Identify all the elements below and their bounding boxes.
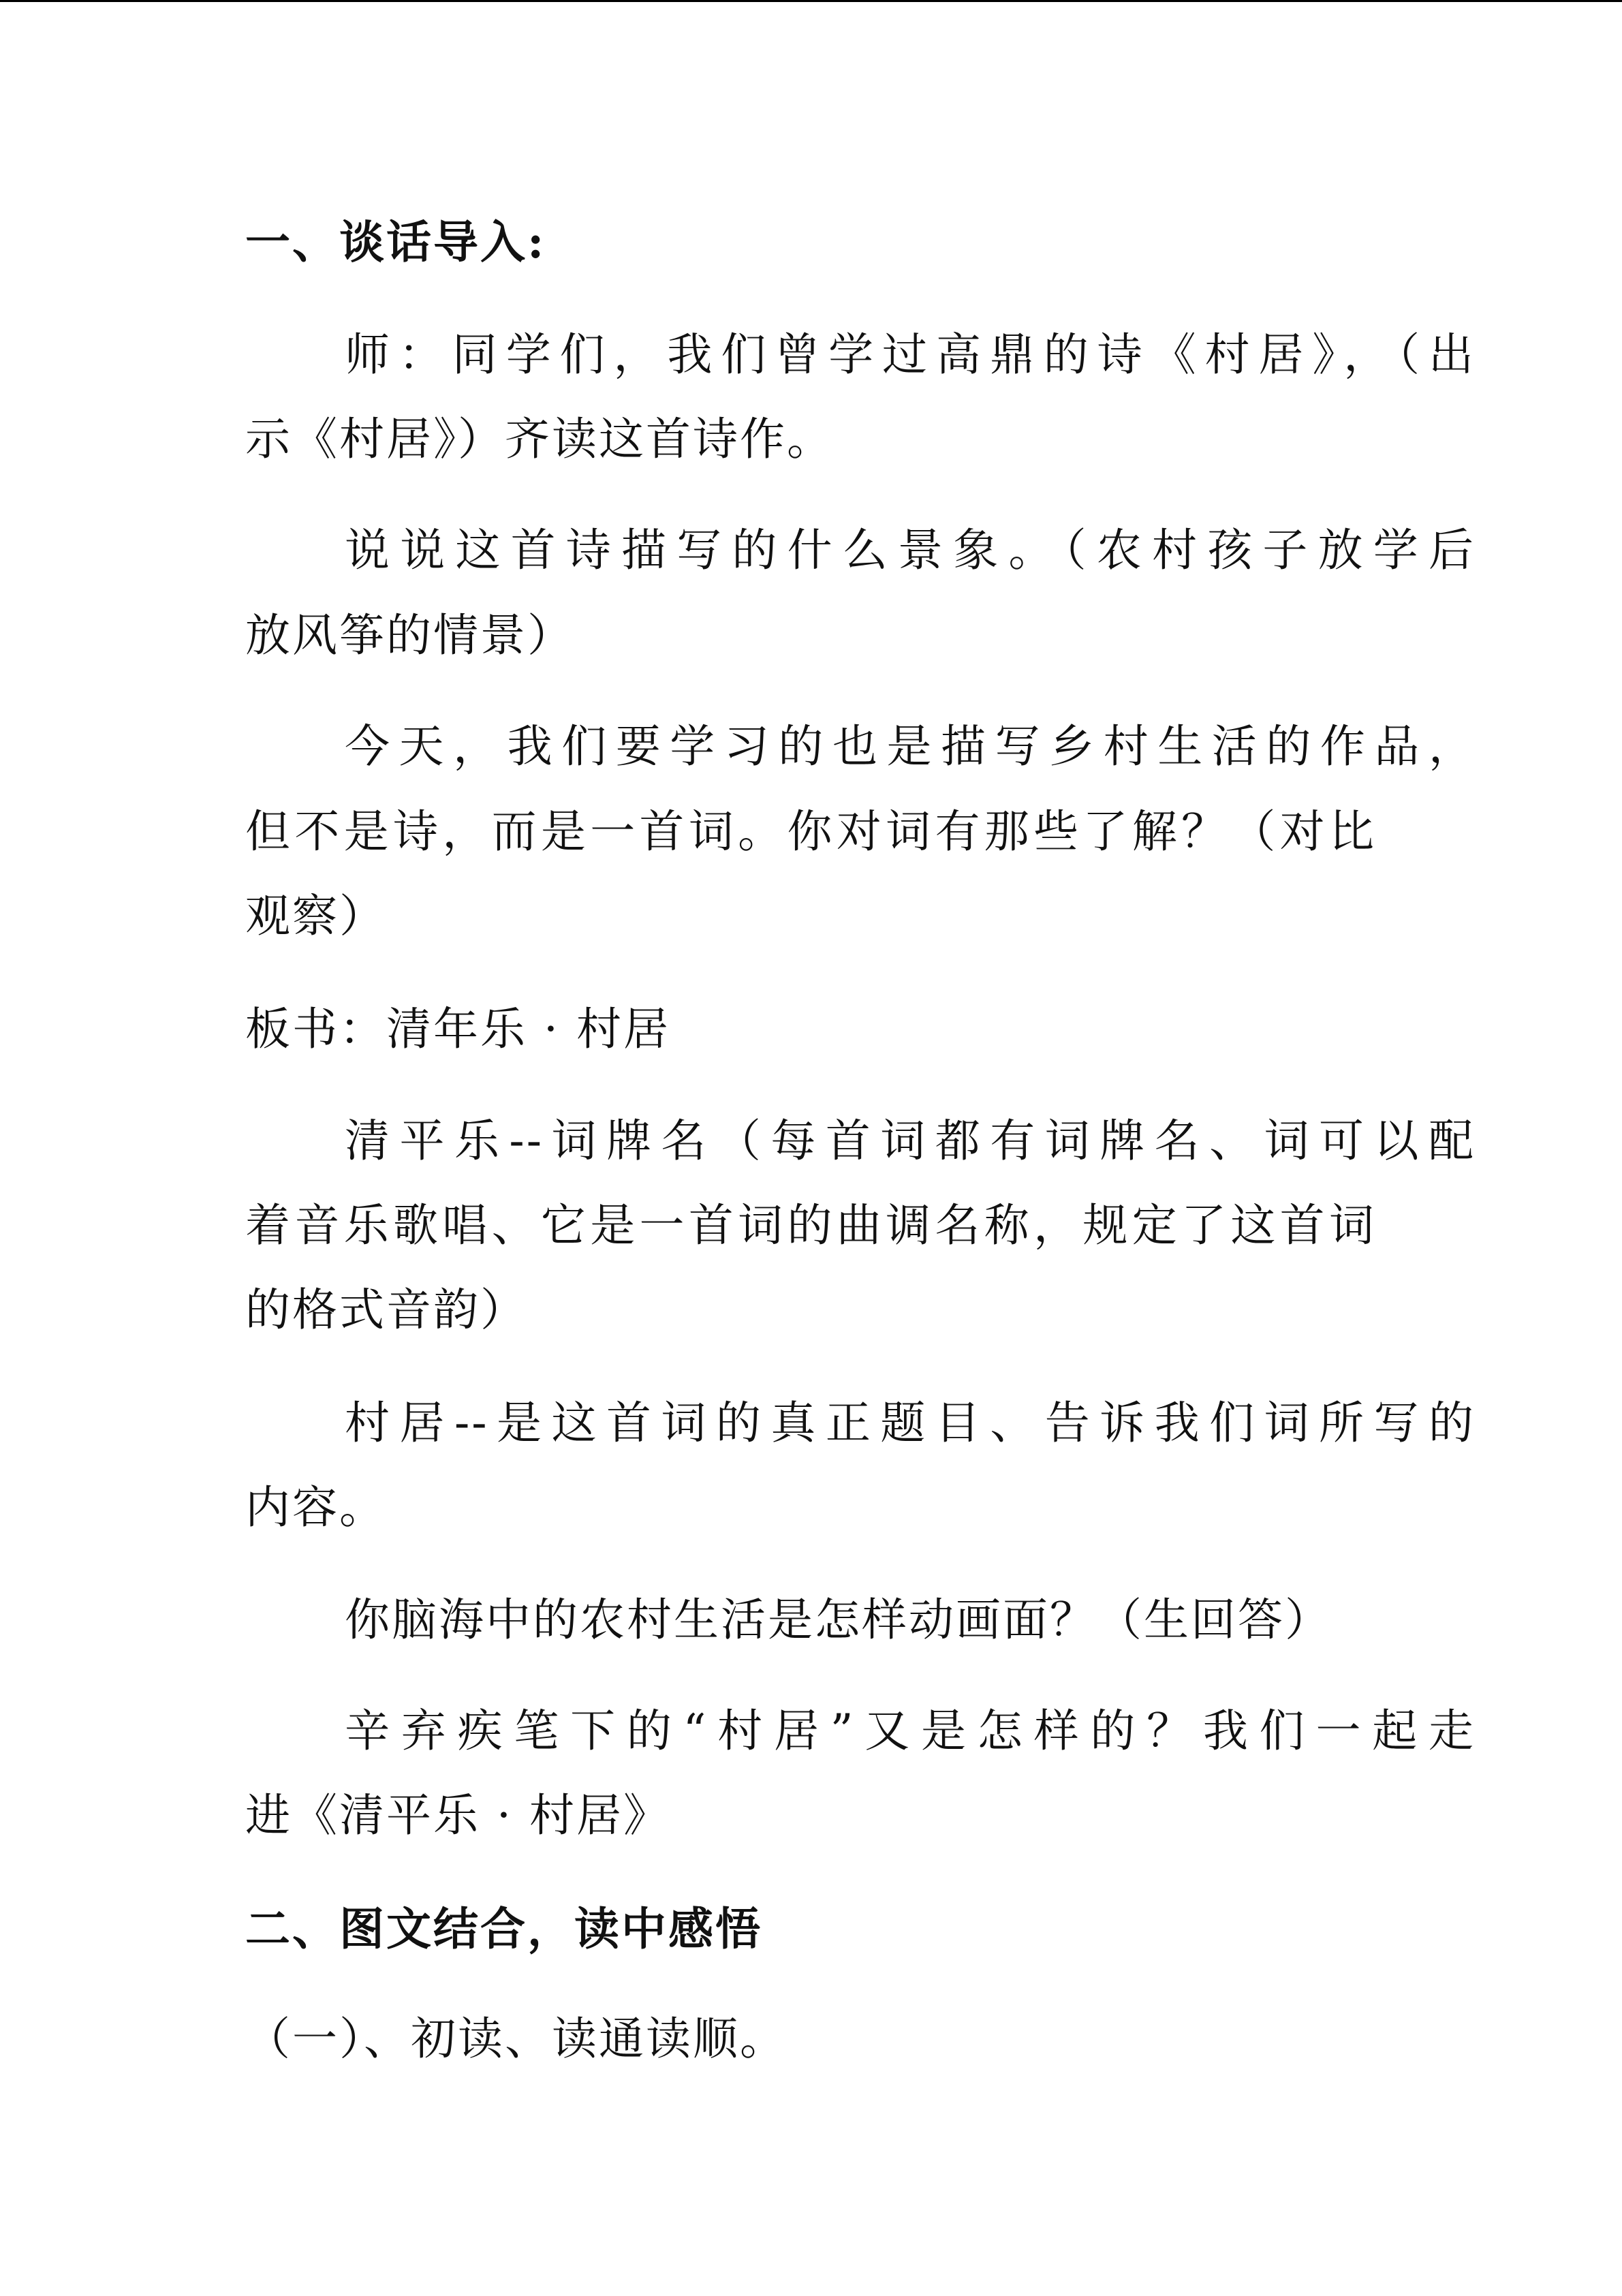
paragraph-xin-qiji-line2: 进《清平乐 · 村居》 [245,1789,670,1842]
paragraph-today-line1: 今天，我们要学习的也是描写乡村生活的作品， [345,720,1476,773]
paragraph-scene-question-line1: 说说这首诗描写的什么景象。（农村孩子放学后 [345,524,1476,576]
paragraph-today-line3: 观察） [245,890,386,942]
paragraph-teacher-intro-line2: 示《村居》）齐读这首诗作。 [245,413,834,465]
subsection-first-reading: （一）、初读、读通读顺。 [245,2013,787,2065]
paragraph-title-meaning-line1: 村居--是这首词的真正题目、告诉我们词所写的 [345,1397,1476,1449]
paragraph-today-line2: 但不是诗，而是一首词。你对词有那些了解？（对比 [245,805,1376,858]
paragraph-cipai-line2: 着音乐歌唱、它是一首词的曲调名称，规定了这首词 [245,1199,1376,1252]
paragraph-scene-question-line2: 放风筝的情景） [245,609,574,662]
paragraph-title-meaning-line2: 内容。 [245,1481,386,1534]
paragraph-cipai-line1: 清平乐--词牌名（每首词都有词牌名、词可以配 [345,1115,1476,1167]
paragraph-xin-qiji-line1: 辛弃疾笔下的“村居”又是怎样的？我们一起走 [345,1705,1476,1757]
paragraph-teacher-intro-line1: 师：同学们，我们曾学过高鼎的诗《村居》，（出 [345,328,1476,381]
paragraph-cipai-line3: 的格式音韵） [245,1284,527,1336]
paragraph-rural-life-question: 你脑海中的农村生活是怎样动画面？（生回答） [345,1594,1332,1646]
board-writing: 板书：清年乐 · 村居 [245,1003,670,1055]
document-page [245,2,1476,2296]
section-heading-reading: 二、图文结合，读中感悟 [245,1902,762,1955]
section-heading-intro: 一、谈话导入: [245,215,546,268]
